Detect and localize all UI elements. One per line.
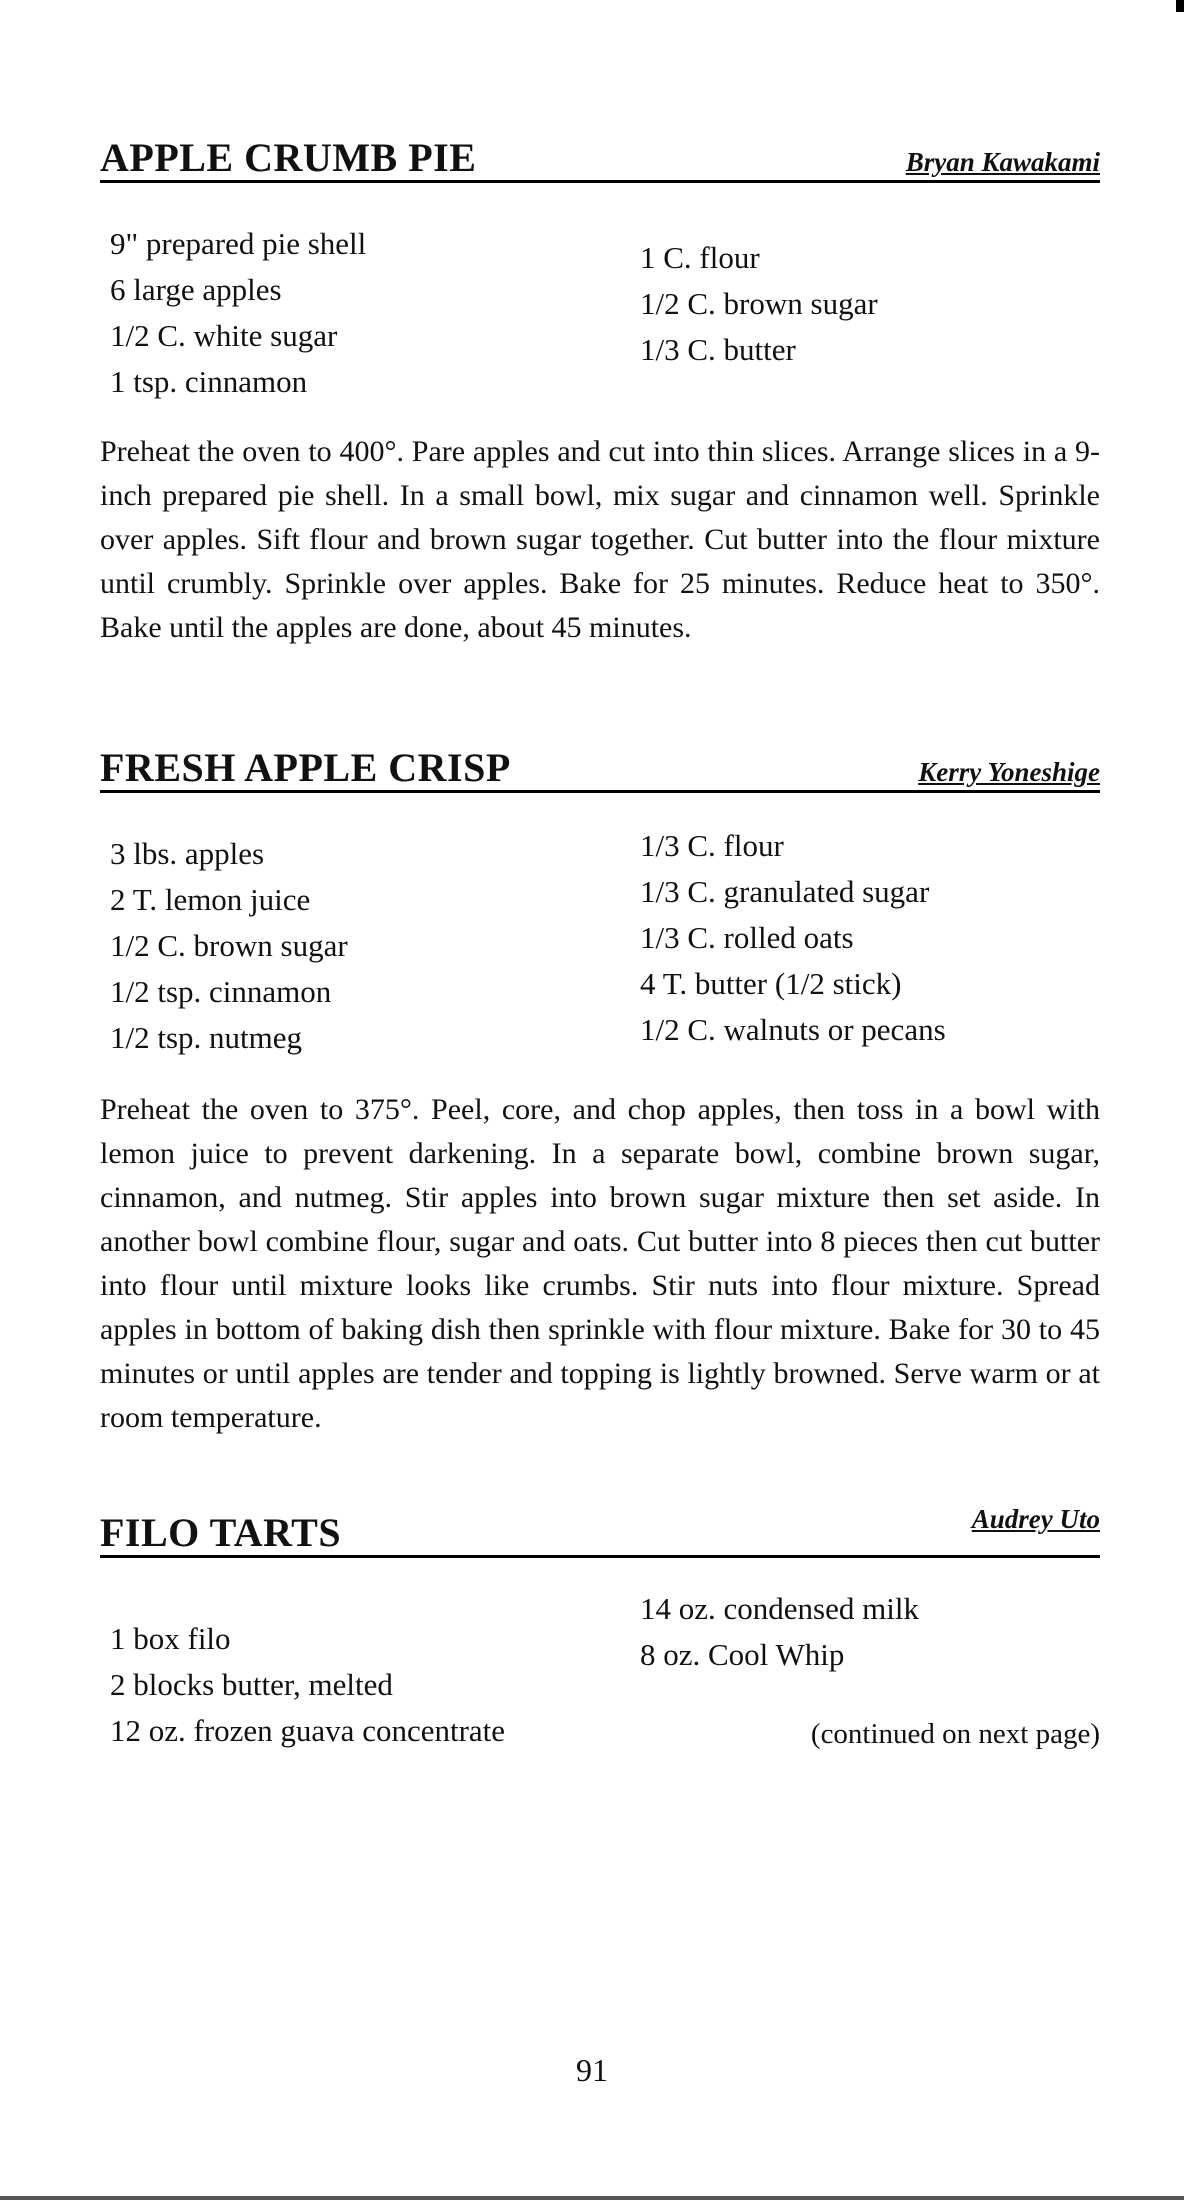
ingredients-left-column — [110, 1616, 505, 1754]
ingredient-item: 4 T. butter (1/2 stick) — [640, 966, 902, 1001]
ingredient-item: 14 oz. condensed milk — [640, 1591, 919, 1626]
recipe-author: Bryan Kawakami — [905, 147, 1100, 177]
ingredient-item: 1/3 C. flour — [640, 828, 784, 863]
recipe-header — [100, 110, 1100, 183]
ingredient-item: 1/3 C. granulated sugar — [640, 874, 930, 909]
recipe-title: FRESH APPLE CRISP — [100, 745, 511, 790]
ingredient-item: 2 T. lemon juice — [110, 882, 311, 917]
ingredient-item: 1/2 tsp. nutmeg — [110, 1020, 303, 1055]
ingredients-right-column — [640, 235, 878, 373]
ingredient-item: 1/2 C. brown sugar — [640, 286, 878, 321]
continued-note: (continued on next page) — [810, 1718, 1100, 1750]
page-number: 91 — [576, 2052, 608, 2088]
recipe-method: Preheat the oven to 400°. Pare apples and cut into thin slices. Arrange slices in a 9-inch prepared pie shell. In a small bowl, mix sugar and cinnamon well. Sprinkle over apples. Sift flour and brown sugar together. Cut butter into the flour mixture until crumbly. Sprinkle over apples. Bake for 25 minutes. Reduce heat to 350°. Bake until the apples are done, about 45 minutes. — [100, 435, 1100, 644]
recipe-title: APPLE CRUMB PIE — [100, 135, 477, 180]
ingredient-item: 1 box filo — [110, 1621, 231, 1656]
ingredient-item: 6 large apples — [110, 272, 282, 307]
ingredients-left-column — [110, 221, 366, 405]
ingredient-item: 1/3 C. butter — [640, 332, 796, 367]
ingredient-item: 3 lbs. apples — [110, 836, 265, 871]
recipe-apple-crumb-pie — [100, 110, 1100, 644]
ingredients-right-column — [640, 823, 946, 1053]
recipe-author: Kerry Yoneshige — [918, 757, 1100, 787]
ingredient-item: 1/2 C. brown sugar — [110, 928, 348, 963]
ingredient-item: 1/2 C. white sugar — [110, 318, 338, 353]
ingredients-right-column — [640, 1586, 919, 1678]
ingredients-left-column — [110, 831, 348, 1061]
ingredient-item: 1 tsp. cinnamon — [110, 364, 308, 399]
recipe-fresh-apple-crisp — [100, 720, 1100, 1434]
ingredient-item: 1/2 tsp. cinnamon — [110, 974, 332, 1009]
recipe-header — [100, 1485, 1100, 1558]
ingredient-item: 8 oz. Cool Whip — [640, 1637, 845, 1672]
ingredient-item: 2 blocks butter, melted — [110, 1667, 393, 1702]
ingredient-item: 9" prepared pie shell — [110, 226, 367, 261]
ingredient-item: 1/2 C. walnuts or pecans — [640, 1012, 946, 1047]
recipe-filo-tarts — [100, 1485, 1100, 1750]
recipe-author: Audrey Uto — [971, 1504, 1100, 1534]
recipe-title: FILO TARTS — [100, 1510, 342, 1555]
ingredient-item: 12 oz. frozen guava concentrate — [110, 1713, 506, 1748]
bottom-rule — [0, 2196, 1184, 2200]
ingredient-item: 1 C. flour — [640, 240, 760, 275]
recipe-method: Preheat the oven to 375°. Peel, core, and chop apples, then toss in a bowl with lemon juice to prevent darkening. In a separate bowl, combine brown sugar, cinnamon, and nutmeg. Stir apples into brown sugar mixture then set aside. In another bowl combine flour, sugar and oats. Cut butter into 8 pieces then cut butter into flour until mixture looks like crumbs. Stir nuts into flour mixture. Spread apples in bottom of baking dish then sprinkle with flour mixture. Bake for 30 to 45 minutes or until apples are tender and topping is lightly browned. Serve warm or at room temperature. — [100, 1093, 1100, 1434]
recipe-header — [100, 720, 1100, 793]
ingredient-item: 1/3 C. rolled oats — [640, 920, 854, 955]
corner-mark — [1176, 0, 1184, 12]
